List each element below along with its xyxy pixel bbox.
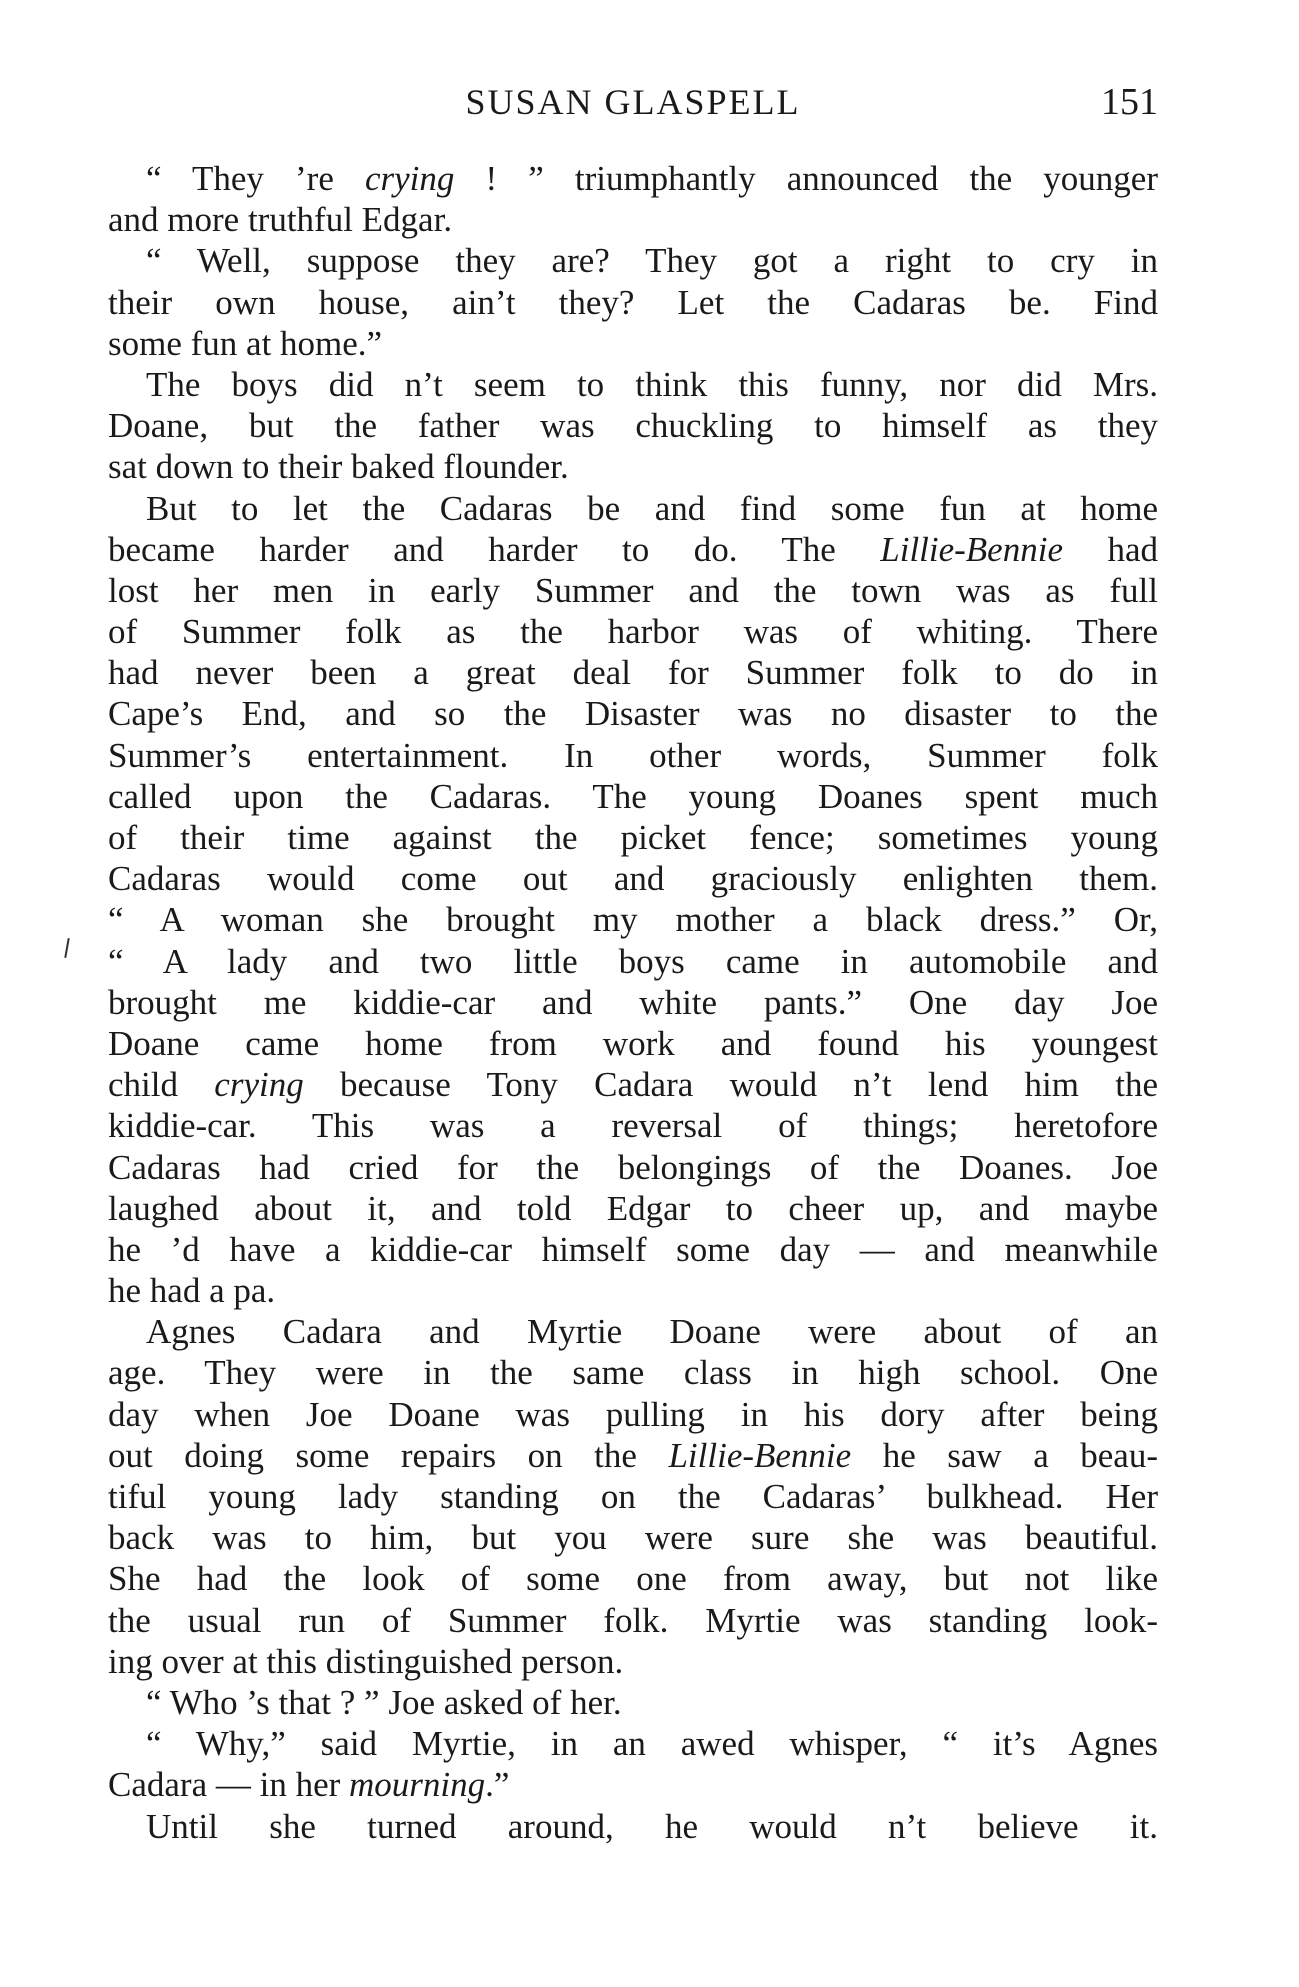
text-line: of their time against the picket fence; sometimes young — [108, 818, 1158, 857]
running-head — [108, 72, 1158, 132]
text-line: Cape’s End, and so the Disaster was no disaster to the — [108, 694, 1158, 734]
text-line: Doane, but the father was chuckling to himself as they — [108, 406, 1158, 446]
page-number: 151 — [1101, 81, 1158, 123]
text-line: he ’d have a kiddie-car himself some day — and meanwhile — [108, 1229, 1158, 1269]
text-line: Agnes Cadara and Myrtie Doane were about of an — [146, 1312, 1158, 1352]
text-line: The boys did n’t seem to think this funny, nor did Mrs. — [146, 364, 1158, 404]
text-line: “ They ’re crying ! ” triumphantly announced the younger — [146, 159, 1158, 198]
text-line: Until she turned around, he would n’t believe it. — [146, 1806, 1158, 1846]
text-line: “ Who ’s that ? ” Joe asked of her. — [146, 1682, 622, 1722]
text-line: ing over at this distinguished person. — [108, 1641, 624, 1681]
body-text — [108, 158, 1158, 1847]
text-line: and more truthful Edgar. — [108, 200, 453, 240]
text-line: Cadaras would come out and graciously enlighten them. — [108, 859, 1158, 899]
text-line: tiful young lady standing on the Cadaras’ bulkhead. Her — [108, 1477, 1158, 1516]
text-line: out doing some repairs on the Lillie-Bennie he saw a beau- — [108, 1435, 1159, 1475]
text-line: “ A woman she brought my mother a black dress.” Or, — [108, 900, 1158, 940]
text-line: child crying because Tony Cadara would n’t lend him the — [108, 1065, 1159, 1105]
text-line: sat down to their baked flounder. — [108, 447, 569, 487]
text-line: “ Well, suppose they are? They got a right to cry in — [146, 241, 1158, 281]
text-line: Summer’s entertainment. In other words, Summer folk — [108, 735, 1158, 775]
text-line: their own house, ain’t they? Let the Cadaras be. Find — [108, 282, 1158, 322]
text-line: age. They were in the same class in high school. One — [108, 1353, 1158, 1393]
text-line: “ Why,” said Myrtie, in an awed whisper, “ it’s Agnes — [146, 1724, 1158, 1764]
running-title: SUSAN GLASPELL — [465, 82, 801, 122]
text-line: the usual run of Summer folk. Myrtie was standing look- — [108, 1600, 1158, 1640]
text-line: day when Joe Doane was pulling in his dory after being — [108, 1394, 1158, 1434]
text-line: lost her men in early Summer and the town was as full — [108, 570, 1158, 610]
text-line: Cadaras had cried for the belongings of the Doanes. Joe — [108, 1147, 1158, 1187]
text-line: Doane came home from work and found his youngest — [108, 1023, 1158, 1063]
text-line: he had a pa. — [108, 1271, 276, 1311]
text-line: called upon the Cadaras. The young Doanes spent much — [108, 776, 1158, 816]
text-line: of Summer folk as the harbor was of whiting. There — [108, 612, 1158, 652]
text-line: some fun at home.” — [108, 323, 383, 363]
text-line: Cadara — in her mourning.” — [108, 1765, 510, 1805]
text-line: But to let the Cadaras be and find some fun at home — [146, 488, 1158, 528]
text-line: She had the look of some one from away, but not like — [108, 1559, 1158, 1599]
text-line: back was to him, but you were sure she was beautiful. — [108, 1518, 1158, 1558]
text-line: kiddie-car. This was a reversal of things; heretofore — [108, 1106, 1158, 1146]
margin-pencil-mark — [64, 938, 69, 958]
text-line: laughed about it, and told Edgar to cheer up, and maybe — [108, 1188, 1158, 1228]
text-line: “ A lady and two little boys came in automobile and — [108, 941, 1158, 981]
text-line: became harder and harder to do. The Lillie-Bennie had — [108, 529, 1158, 569]
text-line: had never been a great deal for Summer folk to do in — [108, 653, 1158, 693]
text-line: brought me kiddie-car and white pants.” One day Joe — [108, 982, 1158, 1022]
